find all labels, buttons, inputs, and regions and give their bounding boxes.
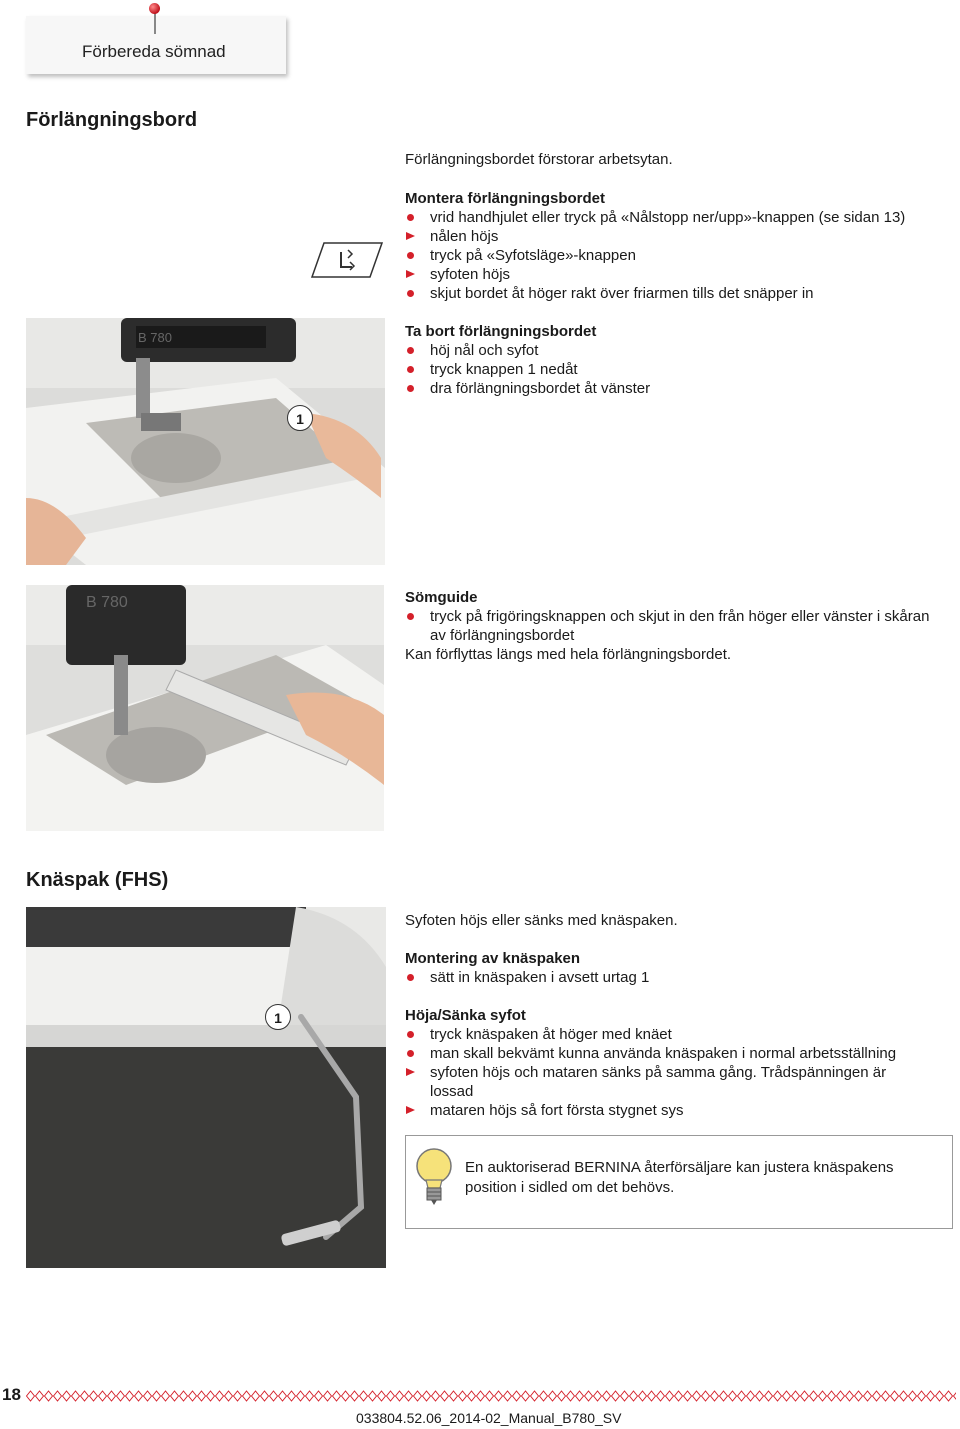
seam-guide-list: tryck på frigöringsknappen och skjut in den från höger eller vänster i skåran av förlängningsbordet	[405, 607, 955, 645]
mount-heading: Montera förlängningsbordet	[405, 190, 605, 207]
section-title-extension-table: Förlängningsbord	[26, 109, 198, 131]
tip-box	[405, 1135, 953, 1229]
photo-seam-guide	[26, 585, 384, 831]
svg-text:B 780: B 780	[86, 594, 128, 611]
raise-lower-heading: Höja/Sänka syfot	[405, 1007, 526, 1024]
remove-list: höj nål och syfot tryck knappen 1 nedåt dra förlängningsbordet åt vänster	[405, 341, 955, 398]
seam-guide-heading: Sömguide	[405, 589, 478, 606]
section-title-knee-lifter: Knäspak (FHS)	[26, 869, 169, 891]
knee-lifter-intro: Syfoten höjs eller sänks med knäspaken.	[405, 912, 678, 929]
raise-lower-list: tryck knäspaken åt höger med knäet man skall bekvämt kunna använda knäspaken i normal arbetsställning syfoten höjs och mataren sänks på samma gång. Trådspänningen är lossad mataren höjs så fort första stygnet sys	[405, 1025, 955, 1120]
tip-line-2: position i sidled om det behövs.	[465, 1179, 675, 1196]
knee-mount-heading: Montering av knäspaken	[405, 950, 581, 967]
knee-mount-list: sätt in knäspaken i avsett urtag 1	[405, 968, 955, 987]
extension-intro: Förlängningsbordet förstorar arbetsytan.	[405, 151, 673, 168]
remove-heading: Ta bort förlängningsbordet	[405, 323, 597, 340]
svg-text:B 780: B 780	[138, 330, 172, 345]
tip-line-1: En auktoriserad BERNINA återförsäljare kan justera knäspakens	[465, 1159, 894, 1176]
document-code: 033804.52.06_2014-02_Manual_B780_SV	[356, 1410, 622, 1426]
seam-guide-note: Kan förflyttas längs med hela förlängningsbordet.	[405, 646, 732, 663]
pin-head-icon	[149, 3, 160, 14]
presser-foot-button-icon	[310, 240, 384, 280]
section-tab-label: Förbereda sömnad	[82, 42, 226, 61]
callout-number: 1	[265, 1004, 291, 1030]
footer-decorative-line	[26, 1390, 956, 1402]
callout-number: 1	[287, 405, 313, 431]
section-tab	[26, 16, 286, 74]
page-number: 18	[2, 1385, 21, 1404]
photo-knee-lifter	[26, 907, 386, 1268]
lightbulb-icon	[412, 1146, 456, 1208]
mount-list: vrid handhjulet eller tryck på «Nålstopp ner/upp»-knappen (se sidan 13) nålen höjs tryck på «Syfotsläge»-knappen syfoten höjs skjut bordet åt höger rakt över friarmen tills det snäpper in	[405, 208, 955, 303]
photo-extension-table	[26, 318, 385, 565]
